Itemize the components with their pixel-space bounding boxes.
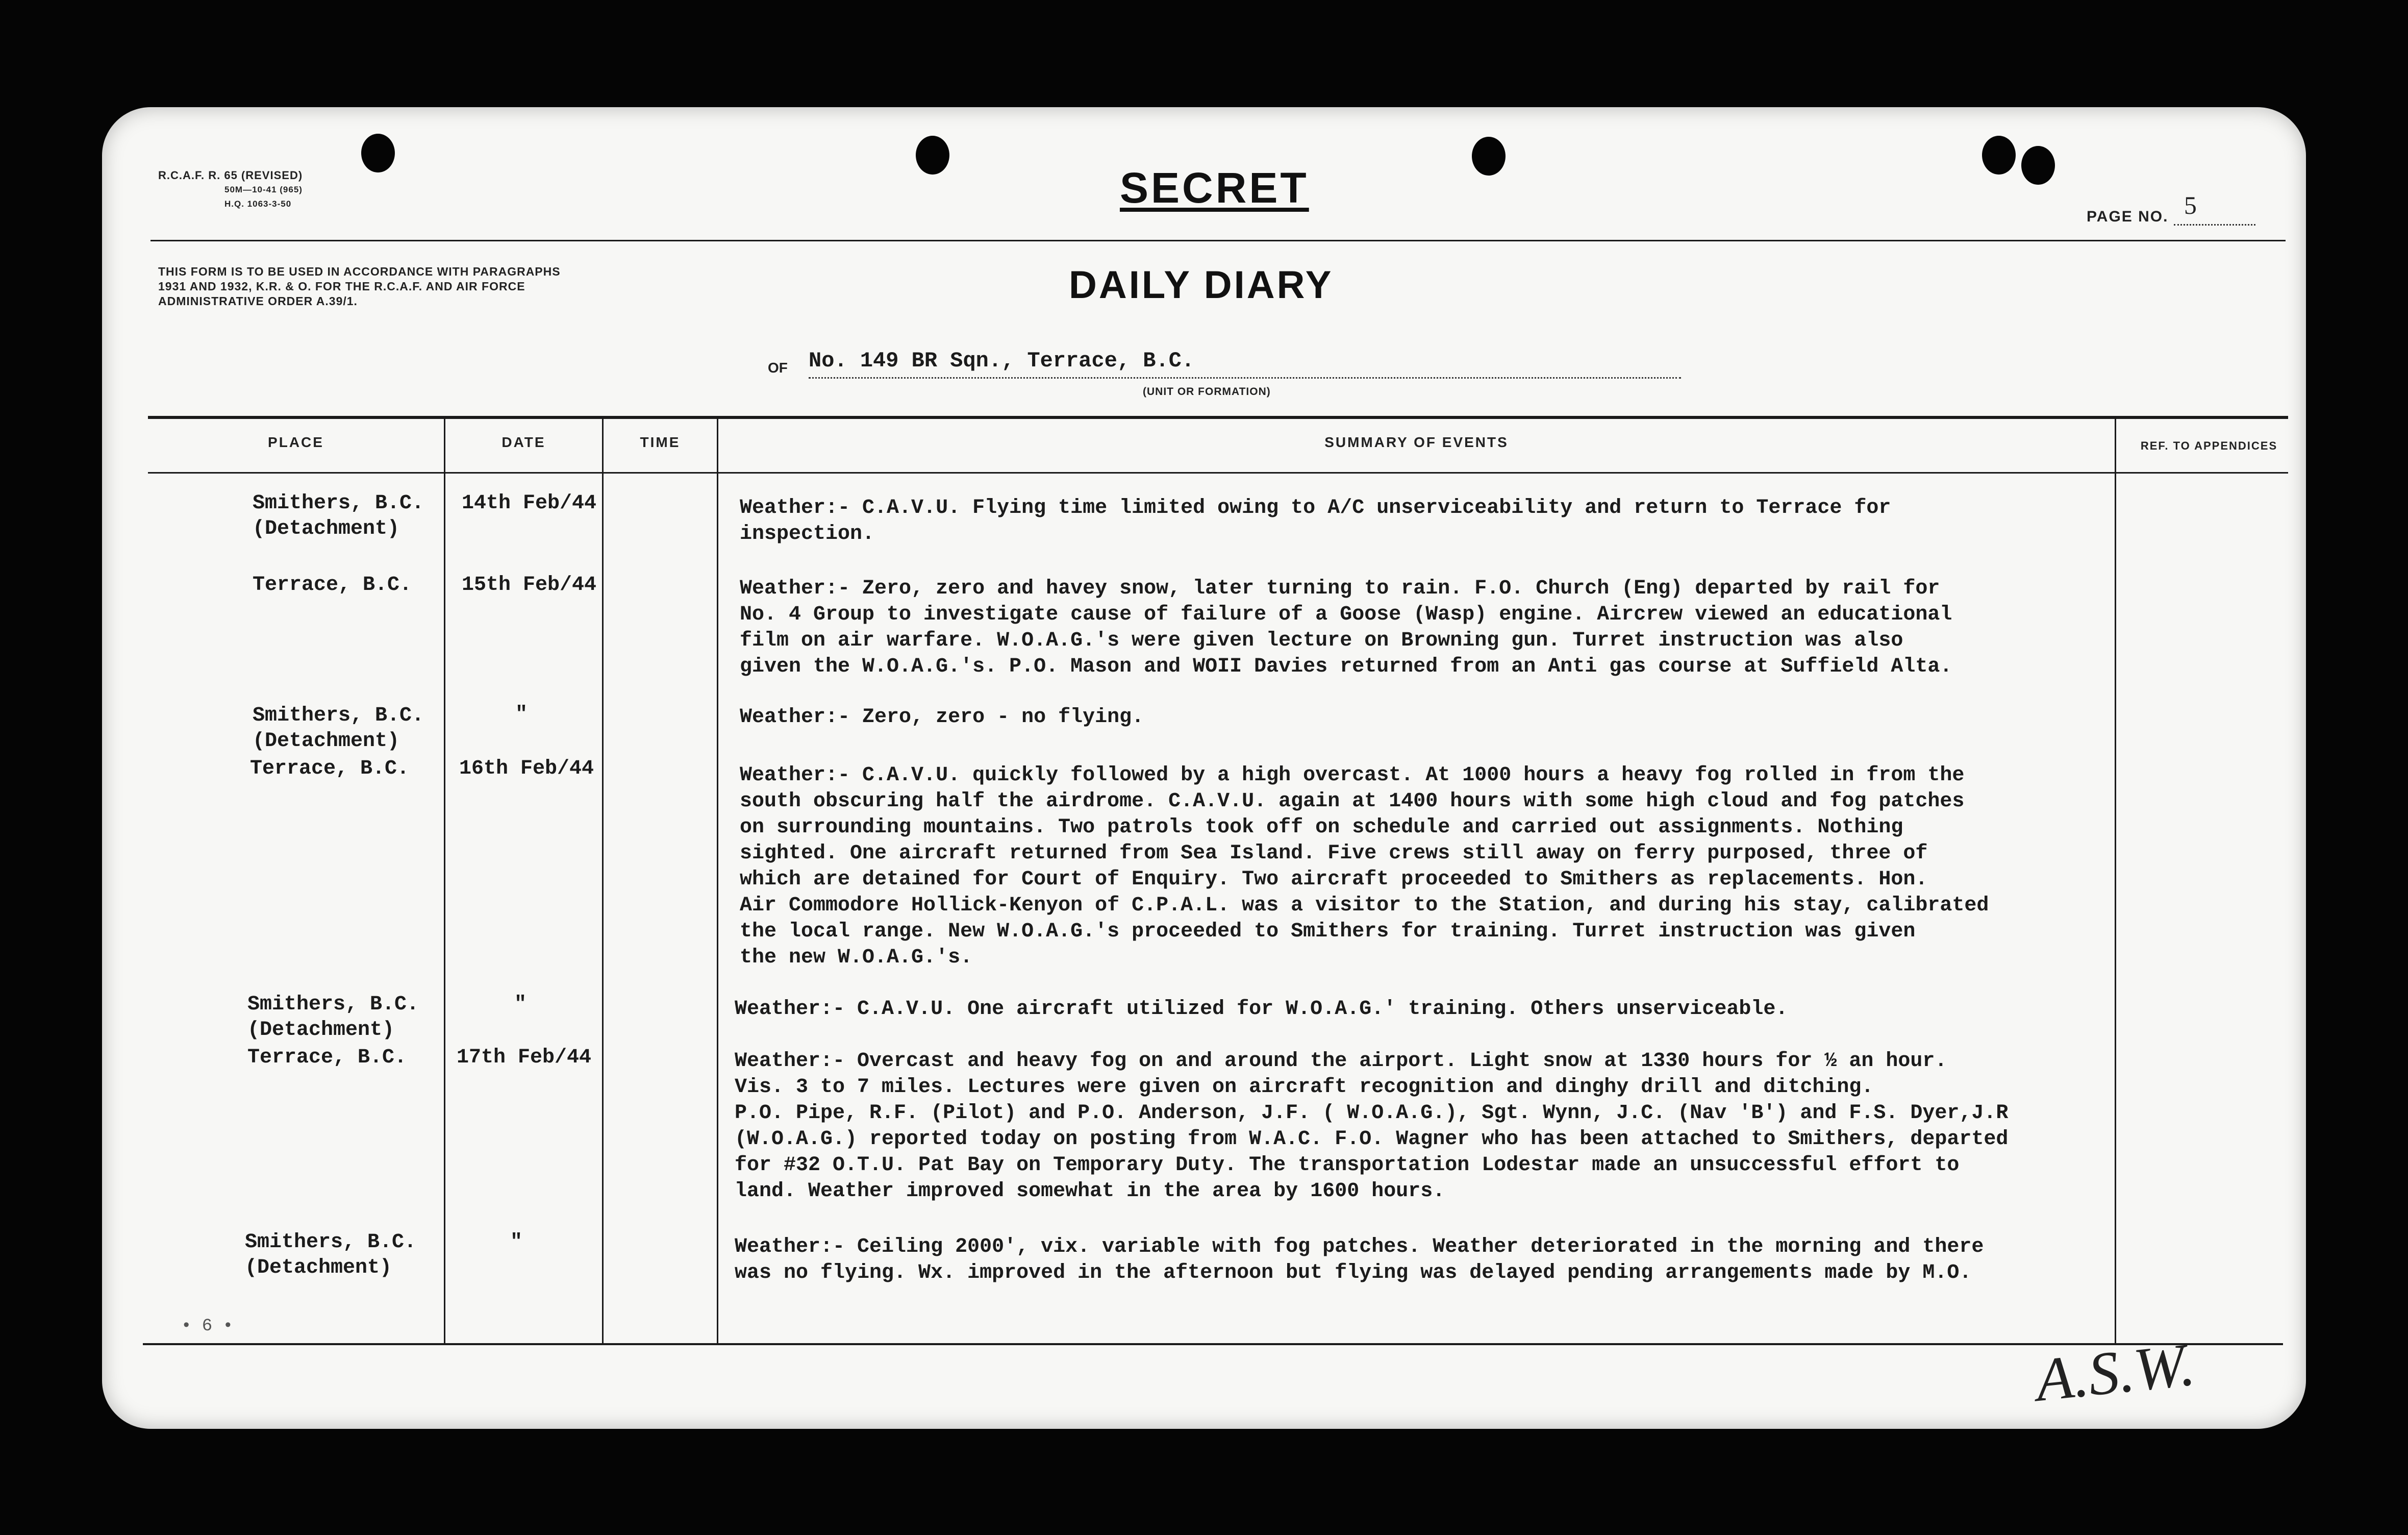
- entry-place: Smithers, B.C. (Detachment): [253, 704, 424, 753]
- page-number-value: 5: [2184, 191, 2198, 219]
- initials-signature: A.S.W.: [2032, 1330, 2198, 1414]
- unit-caption: (UNIT OR FORMATION): [1143, 386, 1271, 398]
- column-divider: [444, 417, 445, 1344]
- form-identifier: [158, 168, 303, 211]
- entry-place: Smithers, B.C. (Detachment): [247, 993, 419, 1042]
- classification-stamp: SECRET: [1120, 164, 1309, 212]
- column-header-date: DATE: [501, 434, 546, 450]
- entry-summary: Weather:- Zero, zero and havey snow, later turning to rain. F.O. Church (Eng) departed by rail for No. 4 Group to investigate cause of failure of a Goose (Wasp) engine. Aircrew viewed an educational film on air warfare. W.O.A.G.'s were given lecture on Browning gun. Turret instruction was also given the W.O.A.G.'s. P.O. Mason and WOII Davies returned from an Anti gas course at Suffield Alta.: [740, 577, 1952, 678]
- entry-summary: Weather:- C.A.V.U. quickly followed by a high overcast. At 1000 hours a heavy fog rolled in from the south obscuring half the airdrome. C.A.V.U. again at 1400 hours with some high cloud and fog patches on surrounding mountains. Two patrols took off on schedule and carried out assignments. Nothing sighted. One aircraft returned from Sea Island. Five crews still away on ferry purposed, three of which are detained for Court of Enquiry. Two aircraft proceeded to Smithers as replacements. Hon. Air Commodore Hollick-Kenyon of C.P.A.L. was a visitor to the Station, and during his stay, calibrated the local range. New W.O.A.G.'s proceeded to Smithers for training. Turret instruction was given the new W.O.A.G.'s.: [740, 764, 1989, 969]
- column-header-time: TIME: [640, 434, 681, 450]
- form-number: R.C.A.F. R. 65 (REVISED): [158, 169, 303, 182]
- page-title: DAILY DIARY: [1069, 263, 1334, 307]
- entry-place: Terrace, B.C.: [253, 574, 412, 597]
- form-instructions: THIS FORM IS TO BE USED IN ACCORDANCE WITH PARAGRAPHS 1931 AND 1932, K.R. & O. FOR THE R.C.A.F. AND AIR FORCE ADMINISTRATIVE ORDER A.39/1.: [158, 265, 561, 308]
- unit-name-field: No. 149 BR Sqn., Terrace, B.C.: [809, 349, 1681, 379]
- punch-hole: [361, 134, 395, 172]
- punch-hole: [2021, 146, 2055, 185]
- header-divider: [150, 240, 2286, 241]
- entry-place: Smithers, B.C. (Detachment): [245, 1231, 417, 1279]
- entry-date: 15th Feb/44: [462, 574, 597, 597]
- page-number-field: [2087, 191, 2255, 226]
- column-divider: [717, 417, 718, 1344]
- entry-summary: Weather:- Zero, zero - no flying.: [740, 706, 1144, 729]
- page-number-label: PAGE NO.: [2087, 208, 2169, 225]
- punch-hole: [1982, 136, 2016, 175]
- punch-hole: [916, 136, 949, 175]
- entry-date: 14th Feb/44: [462, 492, 597, 515]
- entry-date: 16th Feb/44: [459, 757, 594, 780]
- entry-summary: Weather:- C.A.V.U. Flying time limited owing to A/C unserviceability and return to Terrace for inspection.: [740, 497, 1891, 546]
- entry-summary: Weather:- Overcast and heavy fog on and around the airport. Light snow at 1330 hours for ½ an hour. Vis. 3 to 7 miles. Lectures were given on aircraft recognition and dinghy drill and ditching. P.O. Pipe, R.F. (Pilot) and P.O. Anderson, J.F. ( W.O.A.G.), Sgt. Wynn, J.C. (Nav 'B') and F.S. Dyer,J.R (W.O.A.G.) reported today on posting from W.A.C. F.O. Wagner who has been attached to Smithers, departed for #32 O.T.U. Pat Bay on Temporary Duty. The transportation Lodestar made an unsuccessful effort to land. Weather improved somewhat in the area by 1600 hours.: [735, 1050, 2009, 1203]
- entry-place: Smithers, B.C. (Detachment): [253, 492, 424, 540]
- table-bottom-rule: [143, 1343, 2283, 1345]
- column-header-summary: SUMMARY OF EVENTS: [1324, 434, 1509, 450]
- form-print-code: 50M—10-41 (965): [224, 185, 303, 194]
- entry-place: Terrace, B.C.: [250, 757, 410, 780]
- form-hq-code: H.Q. 1063-3-50: [224, 199, 292, 209]
- entry-date: ": [514, 993, 527, 1016]
- of-label: OF: [768, 360, 788, 376]
- entry-summary: Weather:- C.A.V.U. One aircraft utilized for W.O.A.G.' training. Others unserviceable.: [735, 998, 1788, 1021]
- entry-summary: Weather:- Ceiling 2000', vix. variable with fog patches. Weather deteriorated in the morning and there was no flying. Wx. improved in the afternoon but flying was delayed pending arrangements made by M.O.: [735, 1235, 1984, 1284]
- entry-date: ": [510, 1231, 523, 1254]
- entry-date: ": [515, 703, 528, 726]
- table-top-rule: [148, 416, 2288, 419]
- column-divider: [602, 417, 604, 1344]
- column-header-ref: REF. TO APPENDICES: [2140, 439, 2278, 452]
- column-header-place: PLACE: [268, 434, 324, 450]
- margin-mark: • 6 •: [181, 1317, 234, 1336]
- punch-hole: [1472, 137, 1506, 176]
- table-header-rule: [148, 472, 2288, 474]
- entry-date: 17th Feb/44: [457, 1046, 592, 1069]
- entry-place: Terrace, B.C.: [247, 1046, 407, 1069]
